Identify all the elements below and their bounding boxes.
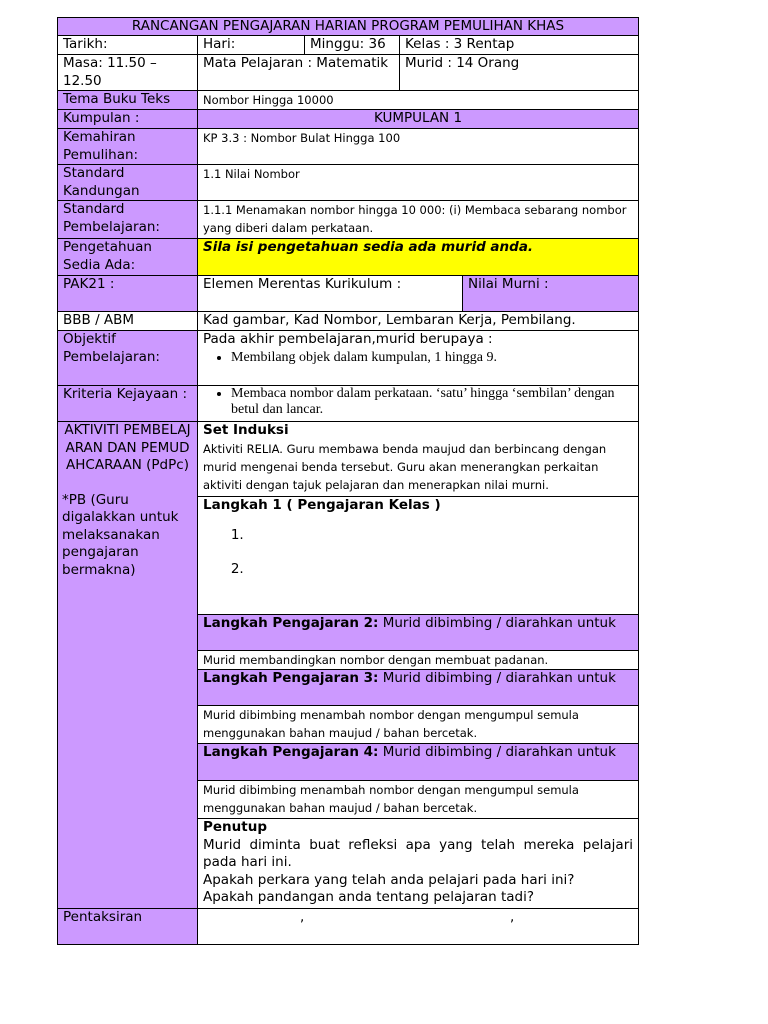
langkah1-list: [203, 527, 633, 579]
langkah4-subtitle: Murid dibimbing / diarahkan untuk: [378, 744, 616, 760]
standard-pembelajaran-label: Standard Pembelajaran:: [57, 200, 198, 239]
tema-value: Nombor Hingga 10000: [197, 90, 639, 110]
list-item[interactable]: [248, 561, 633, 579]
masa-field: Masa: 11.50 – 12.50: [57, 54, 198, 91]
mata-pelajaran-field: Mata Pelajaran : Matematik: [197, 54, 400, 91]
standard-kandungan-label: Standard Kandungan: [57, 164, 198, 201]
kriteria-list: [203, 386, 633, 418]
langkah2-title: Langkah Pengajaran 2:: [203, 615, 379, 631]
objektif-cell: [197, 330, 639, 386]
objektif-label: Objektif Pembelajaran:: [57, 330, 198, 386]
kriteria-cell: [197, 385, 639, 422]
document-title: RANCANGAN PENGAJARAN HARIAN PROGRAM PEMULIHAN KHAS: [57, 17, 639, 36]
tarikh-label: Tarikh:: [57, 35, 198, 55]
kumpulan-label: Kumpulan :: [57, 109, 198, 129]
aktiviti-label-cell: [57, 421, 198, 945]
pentaksiran-cell[interactable]: [197, 908, 639, 945]
set-induksi-text: Aktiviti RELIA. Guru membawa benda maujud dan berbincang dengan murid mengenai benda tersebut. Guru akan menerangkan perkaitan aktiviti dengan tajuk pelajaran dan menerapkan nilai murni.: [203, 441, 607, 492]
penutup-question-1: Apakah perkara yang telah anda pelajari pada hari ini?: [203, 871, 575, 888]
standard-kandungan-value: 1.1 Nilai Nombor: [197, 164, 639, 201]
aktiviti-note: *PB (Guru digalakkan untuk melaksanakan pengajaran bermakna): [62, 491, 179, 578]
langkah1-cell: [197, 496, 639, 615]
langkah4-text: Murid dibimbing menambah nombor dengan mengumpul semula menggunakan bahan maujud / bahan bercetak.: [197, 780, 639, 819]
bbb-value: Kad gambar, Kad Nombor, Lembaran Kerja, Pembilang.: [197, 311, 639, 331]
objektif-intro: Pada akhir pembelajaran,murid berupaya :: [203, 331, 493, 347]
kriteria-label: Kriteria Kejayaan :: [57, 385, 198, 422]
pentaksiran-mark-2: ,: [510, 909, 515, 925]
kumpulan-value: KUMPULAN 1: [197, 109, 639, 129]
set-induksi-cell: [197, 421, 639, 497]
langkah4-title: Langkah Pengajaran 4:: [203, 744, 379, 760]
minggu-field: Minggu: 36: [304, 35, 400, 55]
list-item[interactable]: [248, 527, 633, 545]
langkah1-title: Langkah 1 ( Pengajaran Kelas ): [203, 497, 441, 513]
list-item: • Membilang objek dalam kumpulan, 1 hingga 9.: [231, 349, 633, 367]
penutup-text: Murid diminta buat refleksi apa yang telah mereka pelajari pada hari ini.: [203, 836, 633, 870]
list-item: • Membaca nombor dalam perkataan. ‘satu’ hingga ‘sembilan’ dengan betul dan lancar.: [231, 386, 633, 418]
aktiviti-label: AKTIVITI PEMBELAJARAN DAN PEMUDAHCARAAN (PdPc): [64, 422, 191, 473]
objektif-list: [203, 349, 633, 367]
tema-label: Tema Buku Teks: [57, 90, 198, 110]
standard-pembelajaran-value: 1.1.1 Menamakan nombor hingga 10 000: (i) Membaca sebarang nombor yang diberi dalam perkataan.: [197, 200, 639, 239]
hari-label: Hari:: [197, 35, 305, 55]
nilai-murni-label: Nilai Murni :: [462, 275, 639, 312]
murid-field: Murid : 14 Orang: [399, 54, 639, 91]
kelas-field: Kelas : 3 Rentap: [399, 35, 639, 55]
langkah3-subtitle: Murid dibimbing / diarahkan untuk: [378, 670, 616, 686]
pengetahuan-sedia-ada-value[interactable]: Sila isi pengetahuan sedia ada murid anda.: [197, 238, 639, 276]
penutup-title: Penutup: [203, 819, 267, 835]
bbb-label: BBB / ABM: [57, 311, 198, 331]
pak21-label: PAK21 :: [57, 275, 198, 312]
penutup-question-2: Apakah pandangan anda tentang pelajaran tadi?: [203, 889, 535, 905]
langkah4-header: [197, 743, 639, 781]
langkah2-subtitle: Murid dibimbing / diarahkan untuk: [378, 615, 616, 631]
penutup-cell: [197, 818, 639, 909]
langkah3-text: Murid dibimbing menambah nombor dengan mengumpul semula menggunakan bahan maujud / bahan bercetak.: [197, 705, 639, 744]
langkah2-header: [197, 614, 639, 651]
emk-label: Elemen Merentas Kurikulum :: [197, 275, 463, 312]
langkah3-title: Langkah Pengajaran 3:: [203, 670, 379, 686]
langkah2-text: Murid membandingkan nombor dengan membuat padanan.: [197, 650, 639, 670]
set-induksi-title: Set Induksi: [203, 422, 289, 438]
kemahiran-label: Kemahiran Pemulihan:: [57, 128, 198, 165]
pengetahuan-sedia-ada-label: Pengetahuan Sedia Ada:: [57, 238, 198, 276]
langkah3-header: [197, 669, 639, 706]
pentaksiran-mark-1: ,: [300, 909, 305, 925]
kemahiran-value: KP 3.3 : Nombor Bulat Hingga 100: [197, 128, 639, 165]
pentaksiran-label: Pentaksiran: [57, 908, 198, 945]
